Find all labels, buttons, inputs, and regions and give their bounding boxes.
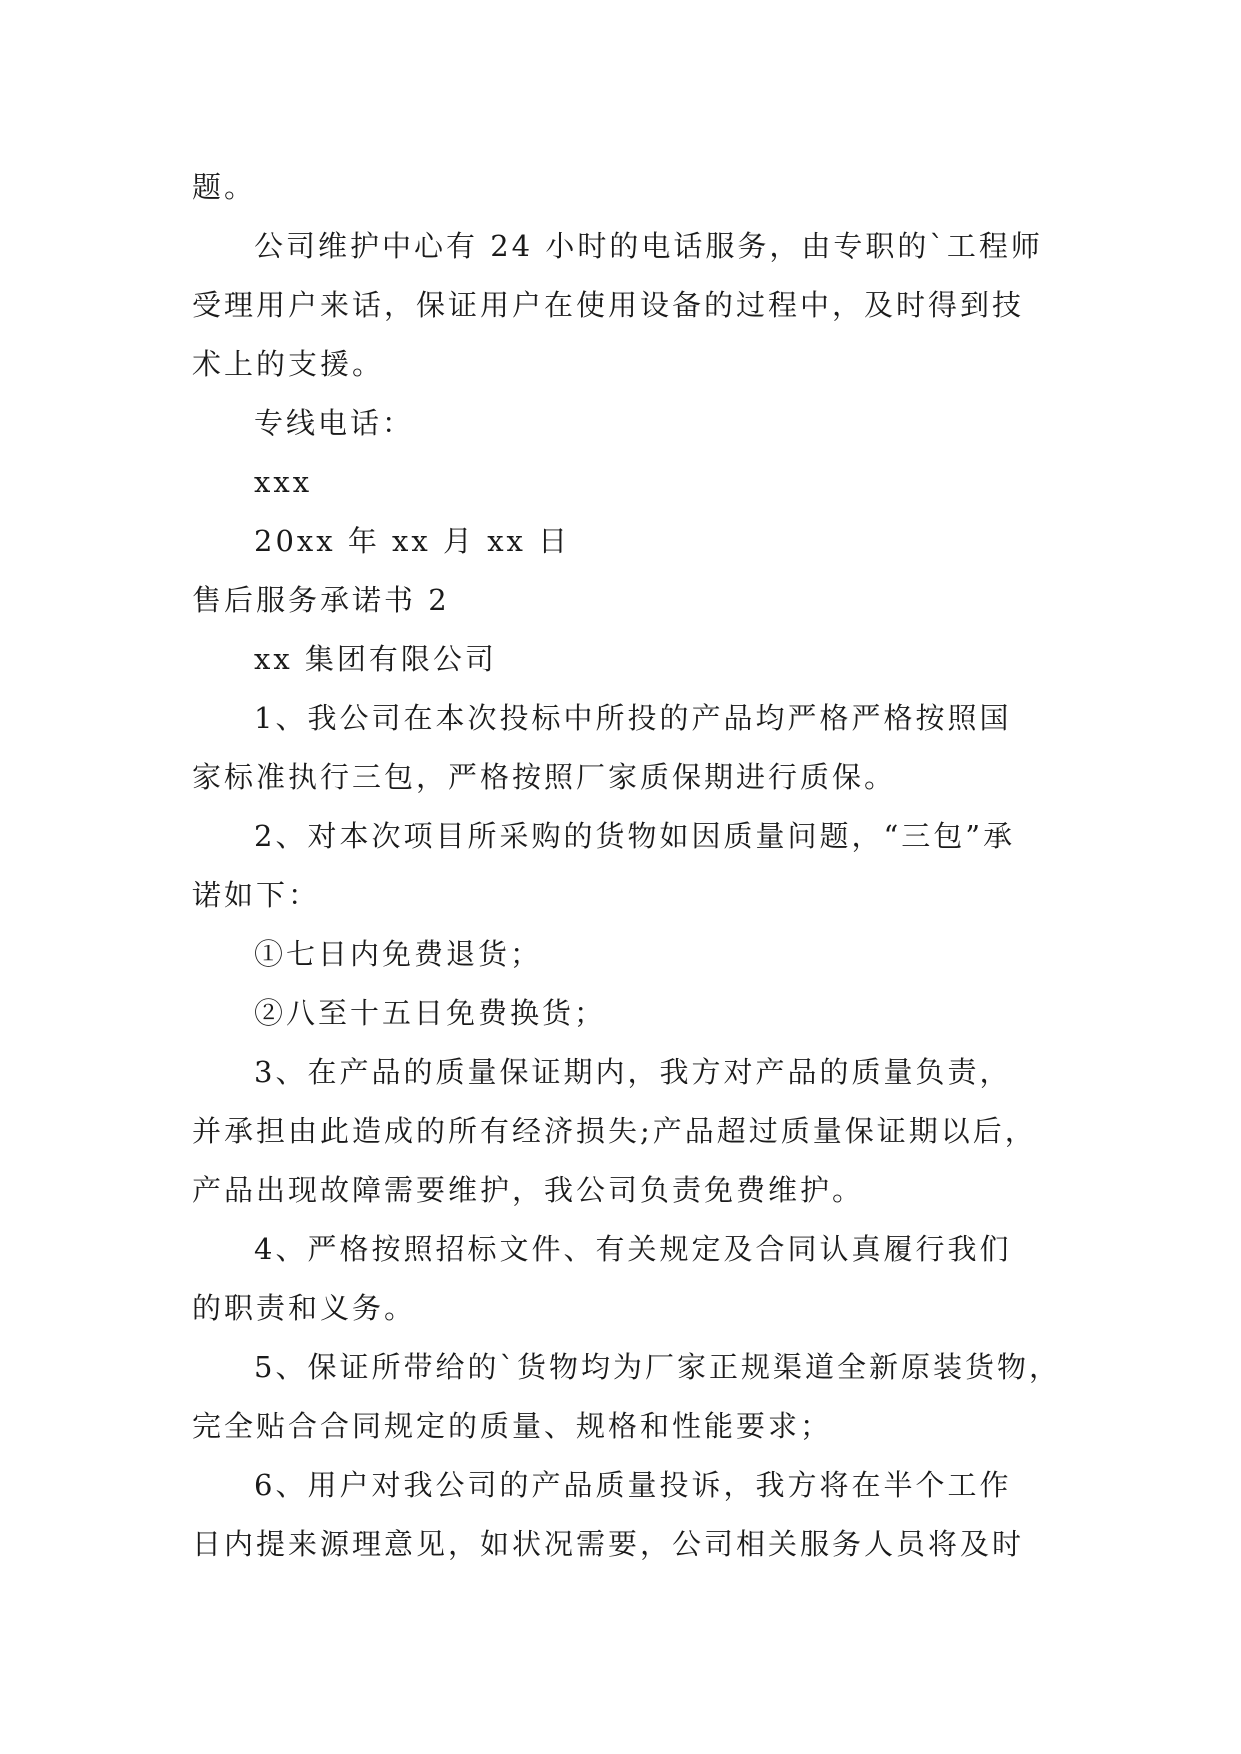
text-line: 诺如下： [192, 878, 321, 912]
text-line: 1、我公司在本次投标中所投的产品均严格严格按照国 [254, 701, 1012, 735]
text-line: 家标准执行三包，严格按照厂家质保期进行质保。 [192, 760, 897, 794]
hotline-number: xxx [254, 465, 313, 499]
section-title: 售后服务承诺书 2 [192, 583, 450, 617]
text-line: 4、严格按照招标文件、有关规定及合同认真履行我们 [254, 1232, 1012, 1266]
addressee: xx 集团有限公司 [254, 642, 497, 676]
text-line: 公司维护中心有 24 小时的电话服务，由专职的`工程师 [254, 229, 1043, 263]
text-line: 2、对本次项目所采购的货物如因质量问题，“三包”承 [254, 819, 1016, 853]
text-line: 3、在产品的质量保证期内，我方对产品的质量负责， [254, 1055, 1012, 1089]
list-item: ②八至十五日免费换货； [254, 996, 607, 1030]
document-body [192, 158, 1072, 1574]
text-line: 完全贴合合同规定的质量、规格和性能要求； [192, 1409, 833, 1443]
text-line: 5、保证所带给的`货物均为厂家正规渠道全新原装货物， [254, 1350, 1061, 1384]
text-line: 日内提来源理意见，如状况需要，公司相关服务人员将及时 [192, 1527, 1025, 1561]
hotline-label: 专线电话： [254, 406, 415, 440]
text-line: 受理用户来话，保证用户在使用设备的过程中，及时得到技 [192, 288, 1025, 322]
date-line: 20xx 年 xx 月 xx 日 [254, 524, 571, 558]
text-line: 的职责和义务。 [192, 1291, 417, 1325]
text-line: 题。 [192, 170, 257, 204]
text-line: 产品出现故障需要维护，我公司负责免费维护。 [192, 1173, 865, 1207]
list-item: ①七日内免费退货； [254, 937, 543, 971]
text-line: 6、用户对我公司的产品质量投诉，我方将在半个工作 [254, 1468, 1012, 1502]
text-line: 术上的支援。 [192, 347, 385, 381]
text-line: 并承担由此造成的所有经济损失;产品超过质量保证期以后， [192, 1114, 1037, 1148]
